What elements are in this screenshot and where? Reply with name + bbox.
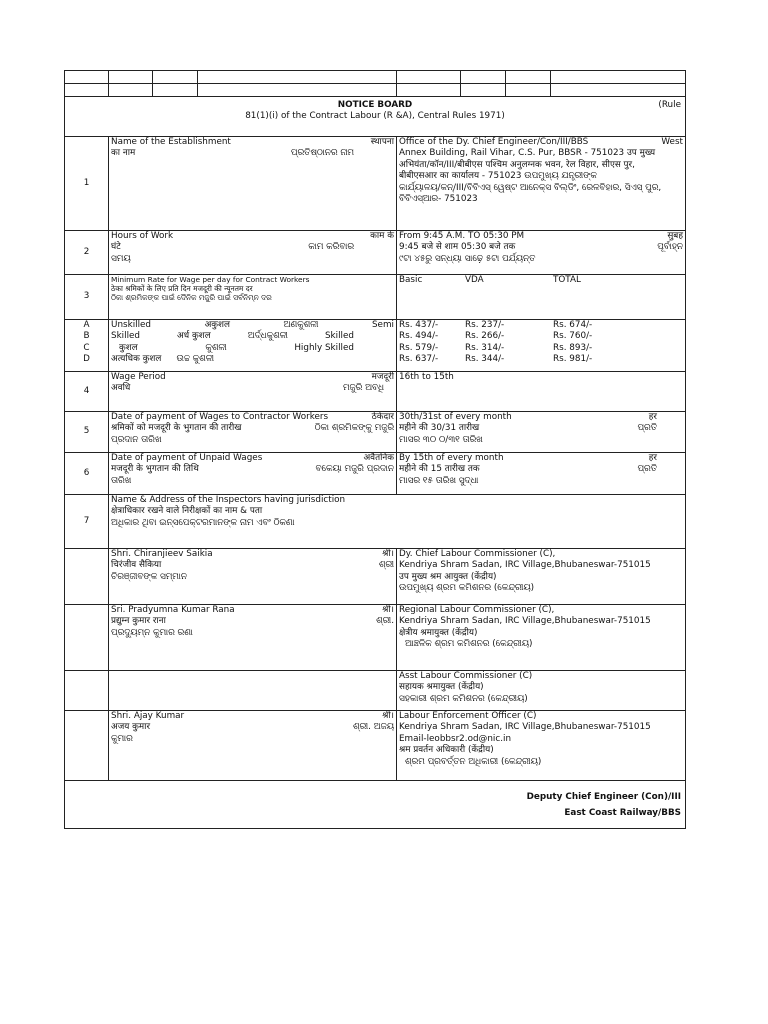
grade-letters <box>65 320 109 372</box>
value-line: 30th/31st of every month <box>399 412 512 422</box>
name-prefix: ଶ୍ରୀ <box>378 560 394 571</box>
value-line: महीने की 30/31 तारीख <box>399 423 480 434</box>
grade-label: ଉଚ୍ଚ କୁଶଳୀ <box>176 354 214 365</box>
row-min-wage <box>65 275 686 320</box>
row-number: 1 <box>65 137 109 231</box>
inspectors-heading <box>109 495 686 549</box>
office-line: Asst Labour Commissioner (C) <box>399 671 533 681</box>
vda-rate: Rs. 314/- <box>465 342 505 353</box>
row-establishment <box>65 137 686 231</box>
label-en: Hours of Work <box>111 231 174 241</box>
blank-row <box>65 71 686 84</box>
label-hi: का नाम <box>111 148 136 159</box>
office-line: Kendriya Shram Sadan, IRC Village,Bhubaneswar-751015 <box>399 722 651 733</box>
page-title: NOTICE BOARD <box>337 100 413 110</box>
inspector-office <box>397 605 686 671</box>
row-hours <box>65 231 686 275</box>
page-subtitle: 81(1)(i) of the Contract Labour (R &A), Central Rules 1971) <box>245 111 505 122</box>
name-hi: अजय कुमार <box>111 722 151 733</box>
label-en: Date of payment of Unpaid Wages <box>111 453 263 463</box>
hours-value <box>397 231 686 275</box>
row-number: 2 <box>65 231 109 275</box>
label-en: Minimum Rate for Wage per day for Contract Workers <box>111 275 310 284</box>
min-wage-label <box>109 275 397 320</box>
grade-label: अर्ध कुशल <box>177 331 211 342</box>
wage-period-value <box>397 372 686 412</box>
inspector-row <box>65 549 686 605</box>
col-basic-header: Basic <box>399 275 423 285</box>
office-line: श्रम प्रवर्तन अधिकारी (केंद्रीय) <box>399 745 494 756</box>
inspector-name <box>109 671 397 711</box>
total-rate: Rs. 674/- <box>553 320 593 330</box>
value-line: ବିବିଏସ୍‌ଆର- 751023 <box>399 193 478 204</box>
establishment-label <box>109 137 397 231</box>
row-number: 3 <box>65 275 109 320</box>
row-payment-date <box>65 412 686 453</box>
label-hi: घंटे <box>111 242 121 253</box>
value-line: By 15th of every month <box>399 453 504 463</box>
hours-label <box>109 231 397 275</box>
grade-label: Skilled <box>324 331 354 342</box>
name-prefix: श्री। <box>382 605 394 615</box>
label-hi: श्रमिकों को मजदूरी के भुगतान की तारीख <box>111 423 242 434</box>
grade-labels <box>109 320 397 372</box>
inspector-name <box>109 711 397 781</box>
basic-rate: Rs. 494/- <box>399 331 439 342</box>
row-number: 6 <box>65 453 109 495</box>
label-en: Wage Period <box>111 372 166 382</box>
label-hi: क्षेत्राधिकार रखने वाले निरीक्षकों का नाम & पता <box>111 506 263 517</box>
total-rate: Rs. 893/- <box>553 342 593 353</box>
grade-letter: B <box>83 331 90 342</box>
value-line: ପ୍ରତି <box>637 464 657 475</box>
name-en: Shri. Chiranjieev Saikia <box>111 549 213 559</box>
vda-rate: Rs. 266/- <box>465 331 505 342</box>
office-line: ଆଞ୍ଚଳିକ ଶ୍ରମ କମିଶନର (କେନ୍ଦ୍ରୀୟ) <box>405 639 533 650</box>
office-line: ସହକାରୀ ଶ୍ରମ କମିଶନର (କେନ୍ଦ୍ରୀୟ) <box>399 693 528 704</box>
value-line: महीने की 15 तारीख तक <box>399 464 480 475</box>
grade-label: Highly Skilled <box>294 342 354 353</box>
office-line: ଉପମୁଖ୍ୟ ଶ୍ରମ କମିଶନର (କେନ୍ଦ୍ରୀୟ) <box>399 583 535 594</box>
row-number: 7 <box>65 495 109 549</box>
label-hi-right: ठेकेदार <box>371 412 394 422</box>
label-or: ଠିକା ଶ୍ରମିକଙ୍କୁ ମଜୁରି <box>314 423 394 434</box>
signature-line-1: Deputy Chief Engineer (Con)/III <box>526 792 681 802</box>
value-line: ମାସର ୩୦ ୦/୩୧ ତାରିଖ <box>399 434 483 445</box>
label-or: ଅଧିକାର ଥିବା ଇନ୍ସପେକ୍ଟରମାନଙ୍କ ନାମ ଏବଂ ଠିକଣା <box>111 517 295 528</box>
value-line: From 9:45 A.M. TO 05:30 PM <box>399 231 525 241</box>
label-or: ତାରିଖ <box>111 475 132 486</box>
email-line: Email-leobbsr2.od@nic.in <box>399 733 512 744</box>
grade-label: Semi <box>371 320 394 330</box>
payment-date-label <box>109 412 397 453</box>
name-hi: चिरंजीव सैकिया <box>111 560 162 571</box>
value-line: 9:45 बजे से शाम 05:30 बजे तक <box>399 242 516 253</box>
label-or: ବକେୟା ମଜୁରି ପ୍ରଦାନ <box>315 464 394 475</box>
unpaid-wages-label <box>109 453 397 495</box>
row-unpaid-wages <box>65 453 686 495</box>
label-or: କାମ କରିବାର <box>308 242 354 253</box>
value-line: Office of the Dy. Chief Engineer/Con/III/BBS <box>399 137 589 147</box>
blank-row <box>65 84 686 97</box>
office-line: ଶ୍ରମ ପ୍ରବର୍ତ୍ତନ ଅଧିକାରୀ (କେନ୍ଦ୍ରୀୟ) <box>405 756 542 767</box>
label-en: Name of the Establishment <box>111 137 231 147</box>
grade-label: ଅଣକୁଶଳୀ <box>283 320 319 330</box>
name-en: Sri. Pradyumna Kumar Rana <box>111 605 235 615</box>
rule-word: (Rule <box>658 100 681 110</box>
office-line: Kendriya Shram Sadan, IRC Village,Bhubaneswar-751015 <box>399 616 651 627</box>
name-prefix: श्री। <box>382 711 394 721</box>
signature-line-2: East Coast Railway/BBS <box>564 808 681 818</box>
label-or: ପ୍ରଦାନ ତାରିଖ <box>111 434 162 445</box>
label-en: Date of payment of Wages to Contractor Workers <box>111 412 329 422</box>
inspector-office <box>397 711 686 781</box>
inspector-row <box>65 711 686 781</box>
notice-table <box>64 70 686 829</box>
grade-label: Skilled <box>111 331 141 342</box>
value-line: West <box>661 137 683 147</box>
grade-letter: D <box>83 354 90 365</box>
name-or: ପ୍ରଦ୍ୟୁମ୍ନ କୁମାର ରଣା <box>111 627 193 638</box>
name-or: କୁମାର <box>111 733 133 744</box>
label-hi-right: काम के <box>370 231 394 241</box>
row-inspectors-heading <box>65 495 686 549</box>
grade-rates <box>397 320 686 372</box>
inspector-name <box>109 605 397 671</box>
label-en: Name & Address of the Inspectors having jurisdiction <box>111 495 346 505</box>
total-rate: Rs. 760/- <box>553 331 593 342</box>
label-hi: अवधि <box>111 383 131 394</box>
value-line: କାର୍ଯ୍ୟାଳୟ/କନ୍/III/ବିବିଏସ୍ ୱେଷ୍ଟ ଆନେକ୍ସ ବିଲ୍ଡିଂ, ରେଳବିହାର, ସିଏସ୍ ପୁର, <box>399 182 662 193</box>
title-cell <box>65 97 686 137</box>
name-or: ଚିରଞ୍ଜୀବଙ୍କ ସମ୍ମାନ <box>111 571 187 582</box>
office-line: उप मुख्य श्रम आयुक्त (केंद्रीय) <box>399 571 497 582</box>
vda-rate: Rs. 237/- <box>465 320 505 330</box>
unpaid-wages-value <box>397 453 686 495</box>
inspector-name <box>109 549 397 605</box>
label-or: ଠିକା ଶ୍ରମିକଙ୍କ ପାଇଁ ଦୈନିକ ମଜୁରି ପାଇଁ ସର୍ବନିମ୍ନ ଦର <box>111 293 272 302</box>
wage-period-label <box>109 372 397 412</box>
inspector-office <box>397 549 686 605</box>
label-or: ମଜୁରି ଅବଧି <box>342 383 384 394</box>
office-line: सहायक श्रमायुक्त (केंद्रीय) <box>399 682 484 693</box>
value-line: बीबीएसआर का कार्यालय - 751023 ଉପମୁଖ୍ୟ ଯନ୍ତ୍ରୀଙ୍କ <box>399 171 597 182</box>
grade-label: Unskilled <box>111 320 152 330</box>
office-line: क्षेत्रीय श्रमायुक्त (केंद्रीय) <box>399 627 478 638</box>
office-line: Dy. Chief Labour Commissioner (C), <box>399 549 556 559</box>
signature-block <box>65 781 686 829</box>
label-hi-right: मजदूरी <box>371 372 394 382</box>
label-or: ସମୟ <box>111 253 131 264</box>
value-line: ମାସର ୧୫ ତାରିଖ ସୁଦ୍ଧା <box>399 475 479 486</box>
label-hi: ठेका श्रमिकों के लिए प्रति दिन मजदूरी की न्यूनतम दर <box>111 284 253 293</box>
grade-label: କୁଶଳୀ <box>205 342 227 353</box>
office-line: Kendriya Shram Sadan, IRC Village,Bhubaneswar-751015 <box>399 560 651 571</box>
value-line: हर <box>648 453 657 463</box>
inspector-office <box>397 671 686 711</box>
office-line: Regional Labour Commissioner (C), <box>399 605 555 615</box>
value-line: अभियंता/कॉन/III/बीबीएस पश्चिम अनुलग्नक भवन, रेल विहार, सीएस पुर, <box>399 159 635 170</box>
row-number: 4 <box>65 372 109 412</box>
col-total-header: TOTAL <box>553 275 581 285</box>
row-wage-period <box>65 372 686 412</box>
name-prefix: ଶ୍ରୀ. ଅଜୟ <box>352 722 394 733</box>
grade-label: अत्यधिक कुशल <box>111 354 162 365</box>
office-line: Labour Enforcement Officer (C) <box>399 711 537 721</box>
row-grades <box>65 320 686 372</box>
grade-label: कुशल <box>119 342 138 353</box>
basic-rate: Rs. 637/- <box>399 354 439 365</box>
label-or: ପ୍ରତିଷ୍ଠାନର ନାମ <box>290 148 354 159</box>
basic-rate: Rs. 437/- <box>399 320 439 330</box>
payment-date-value <box>397 412 686 453</box>
notice-board-sheet <box>64 70 685 829</box>
col-vda-header: VDA <box>465 275 484 285</box>
name-en: Shri. Ajay Kumar <box>111 711 185 721</box>
name-hi: प्रद्युम्न कुमार राना <box>111 616 166 627</box>
value-line: हर <box>648 412 657 422</box>
value-line: 16th to 15th <box>399 372 454 382</box>
grade-letter: C <box>83 342 90 353</box>
value-line: ୯ଟା ୪୫ରୁ ସନ୍ଧ୍ୟା ସାଢ଼େ ୫ଟା ପର୍ଯ୍ୟନ୍ତ <box>399 253 536 264</box>
name-prefix: ଶ୍ରୀ. <box>376 616 394 627</box>
name-prefix: श्री। <box>382 549 394 559</box>
inspector-row <box>65 605 686 671</box>
vda-rate: Rs. 344/- <box>465 354 505 365</box>
signature-row <box>65 781 686 829</box>
grade-letter: A <box>83 320 90 330</box>
value-line: सुबह <box>667 231 683 241</box>
value-line: Annex Building, Rail Vihar, C.S. Pur, BBSR - 751023 उप मुख्य <box>399 148 656 159</box>
total-rate: Rs. 981/- <box>553 354 593 365</box>
label-hi: मजदूरी के भुगतान की तिथि <box>111 464 199 475</box>
value-line: ପ୍ରତି <box>637 423 657 434</box>
grade-label: अकुशल <box>204 320 230 330</box>
min-wage-header <box>397 275 686 320</box>
inspector-row <box>65 671 686 711</box>
row-number: 5 <box>65 412 109 453</box>
establishment-value <box>397 137 686 231</box>
label-hi-right: स्थापना <box>370 137 394 147</box>
value-line: ପୂର୍ବାହ୍ନ <box>657 242 683 253</box>
label-hi-right: अवैतनिक <box>363 453 394 463</box>
basic-rate: Rs. 579/- <box>399 342 439 353</box>
grade-label: ଅର୍ଦ୍ଧକୁଶଳୀ <box>247 331 288 342</box>
